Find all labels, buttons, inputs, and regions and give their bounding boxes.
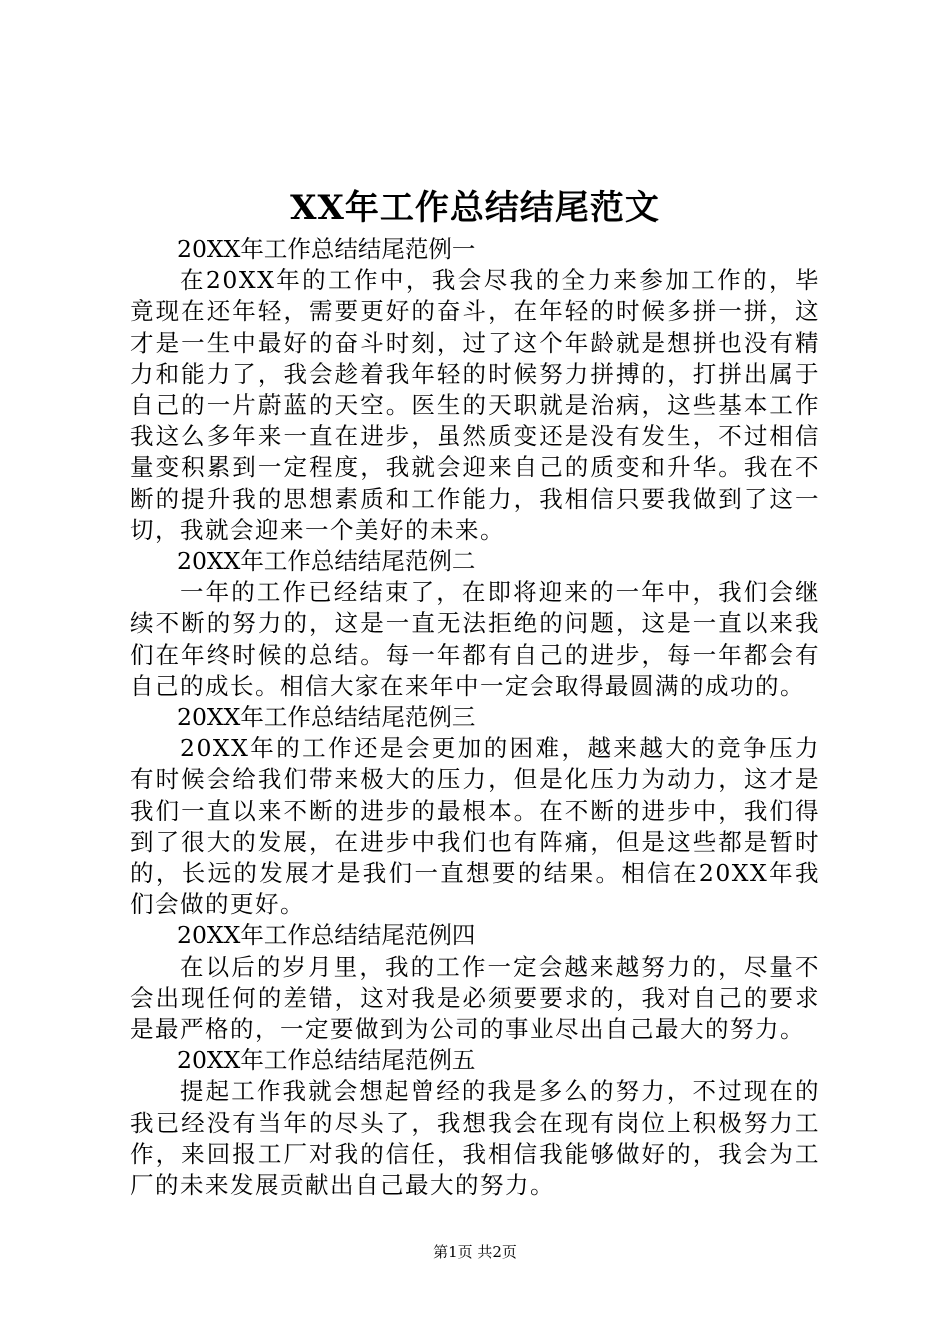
document-body bbox=[130, 234, 820, 1201]
section-paragraph-3: 20XX年的工作还是会更加的困难，越来越大的竞争压力有时候会给我们带来极大的压力，但是化压力为动力，这才是我们一直以来不断的进步的最根本。在不断的进步中，我们得到了很大的发展，在进步中我们也有阵痛，但是这些都是暂时的，长远的发展才是我们一直想要的结果。相信在20XX年我们会做的更好。 bbox=[130, 734, 820, 919]
section-heading-1: 20XX年工作总结结尾范例一 bbox=[177, 235, 476, 263]
section-paragraph-5: 提起工作我就会想起曾经的我是多么的努力，不过现在的我已经没有当年的尽头了，我想我会在现有岗位上积极努力工作，来回报工厂对我的信任，我相信我能够做好的，我会为工厂的未来发展贡献出自己最大的努力。 bbox=[130, 1077, 820, 1200]
section-heading-4: 20XX年工作总结结尾范例四 bbox=[177, 921, 476, 950]
section-heading-3: 20XX年工作总结结尾范例三 bbox=[177, 703, 476, 732]
section-paragraph-2: 一年的工作已经结束了，在即将迎来的一年中，我们会继续不断的努力的，这是一直无法拒绝的问题，这是一直以来我们在年终时候的总结。每一年都有自己的进步，每一年都会有自己的成长。相信大家在来年中一定会取得最圆满的成功的。 bbox=[130, 578, 820, 700]
document-title: XX年工作总结结尾范文 bbox=[290, 188, 660, 228]
section-heading-2: 20XX年工作总结结尾范例二 bbox=[177, 547, 476, 576]
section-heading-5: 20XX年工作总结结尾范例五 bbox=[177, 1046, 476, 1075]
section-paragraph-4: 在以后的岁月里，我的工作一定会越来越努力的，尽量不会出现任何的差错，这对我是必须要要求的，我对自己的要求是最严格的，一定要做到为公司的事业尽出自己最大的努力。 bbox=[130, 952, 820, 1044]
section-paragraph-1: 在20XX年的工作中，我会尽我的全力来参加工作的，毕竟现在还年轻，需要更好的奋斗，在年轻的时候多拼一拼，这才是一生中最好的奋斗时刻，过了这个年龄就是想拼也没有精力和能力了，我会趁着我年轻的时候努力拼搏的，打拼出属于自己的一片蔚蓝的天空。医生的天职就是治病，这些基本工作我这么多年来一直在进步，虽然质变还是没有发生，不过相信量变积累到一定程度，我就会迎来自己的质变和升华。我在不断的提升我的思想素质和工作能力，我相信只要我做到了这一切，我就会迎来一个美好的未来。 bbox=[130, 266, 820, 544]
page-number-footer: 第1页 共2页 bbox=[433, 1243, 517, 1261]
